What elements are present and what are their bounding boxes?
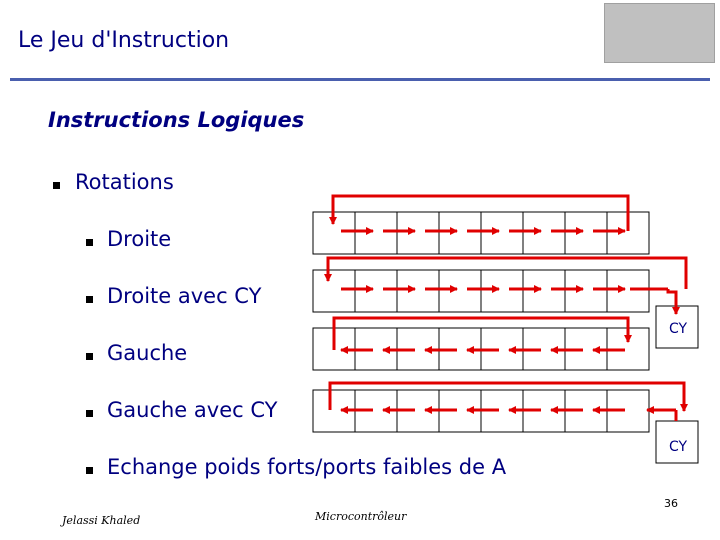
item-gauche-avec-cy: Gauche avec CY [107, 398, 278, 422]
item-rotations: Rotations [75, 170, 174, 194]
loop-arrow-gauche-avec-cy [330, 383, 684, 411]
item-gauche: Gauche [107, 341, 188, 365]
loop-arrow-droite-avec-cy [328, 258, 686, 289]
item-droite: Droite [107, 227, 172, 251]
slide-title: Le Jeu d'Instruction [18, 28, 230, 53]
carry-label-2: CY [669, 439, 688, 455]
shift-arrows-gauche-avec-cy [341, 410, 676, 421]
page-number: 36 [664, 497, 678, 510]
footer-subject: Microcontrôleur [315, 510, 407, 523]
footer-author: Jelassi Khaled [62, 514, 141, 527]
carry-down-arrow-1 [668, 289, 676, 314]
item-droite-avec-cy: Droite avec CY [107, 284, 262, 308]
register-droite [313, 212, 649, 254]
item-echange: Echange poids forts/ports faibles de A [107, 455, 507, 479]
section-heading: Instructions Logiques [48, 108, 305, 132]
carry-label-1: CY [669, 321, 688, 337]
register-droite-avec-cy [313, 270, 649, 312]
